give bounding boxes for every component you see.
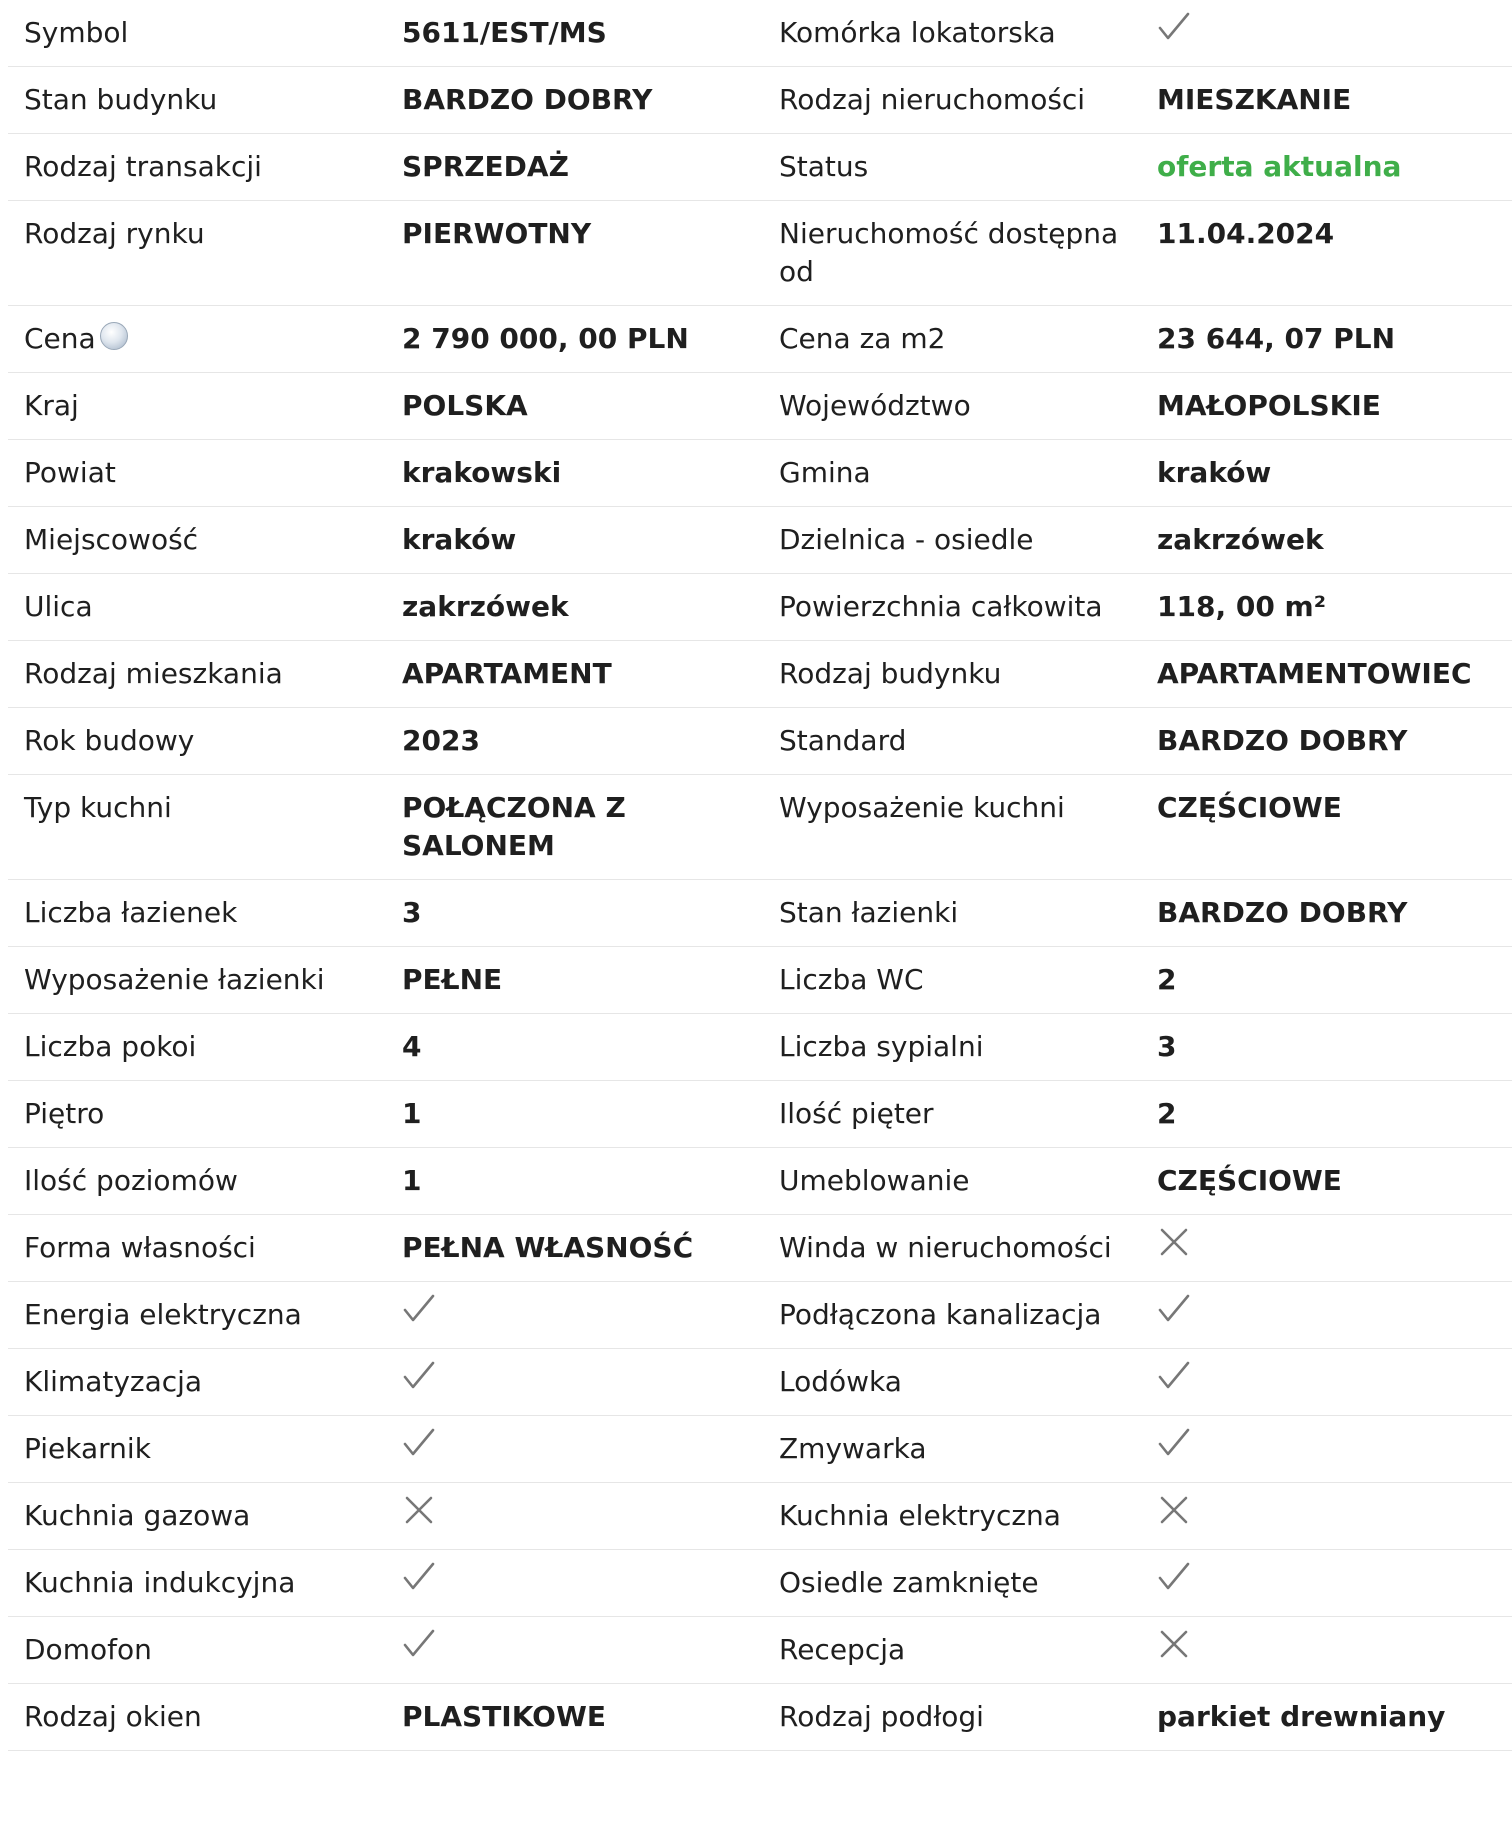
detail-label-text: Domofon bbox=[24, 1633, 152, 1666]
detail-value: APARTAMENT bbox=[386, 641, 763, 708]
detail-label-text: Status bbox=[779, 150, 869, 183]
detail-value: 2 bbox=[1141, 1081, 1512, 1148]
detail-label bbox=[8, 1014, 386, 1081]
detail-value: PEŁNA WŁASNOŚĆ bbox=[386, 1215, 763, 1282]
detail-pair-wyposazenie-lazienki bbox=[8, 947, 763, 1014]
detail-label-text: Ilość poziomów bbox=[24, 1164, 238, 1197]
detail-label bbox=[8, 947, 386, 1014]
detail-row bbox=[0, 1215, 1512, 1282]
detail-value: 5611/EST/MS bbox=[386, 0, 763, 67]
detail-label-text: Rodzaj rynku bbox=[24, 217, 205, 250]
detail-row bbox=[0, 1617, 1512, 1684]
detail-label-text: Kuchnia indukcyjna bbox=[24, 1566, 296, 1599]
detail-row bbox=[0, 1148, 1512, 1215]
detail-label-text: Powiat bbox=[24, 456, 116, 489]
cross-icon bbox=[1157, 1225, 1502, 1259]
detail-label-text: Energia elektryczna bbox=[24, 1298, 302, 1331]
detail-row bbox=[0, 1684, 1512, 1751]
detail-pair-kuchnia-gazowa bbox=[8, 1483, 763, 1550]
detail-row bbox=[0, 507, 1512, 574]
detail-label-text: Klimatyzacja bbox=[24, 1365, 203, 1398]
detail-label-text: Rodzaj budynku bbox=[779, 657, 1002, 690]
detail-pair-powierzchnia-calkowita bbox=[763, 574, 1512, 641]
detail-pair-liczba-wc bbox=[763, 947, 1512, 1014]
detail-label-text: Kraj bbox=[24, 389, 79, 422]
detail-pair-recepcja bbox=[763, 1617, 1512, 1684]
detail-value: 2 bbox=[1141, 947, 1512, 1014]
detail-label bbox=[8, 574, 386, 641]
detail-label bbox=[763, 201, 1141, 306]
detail-row bbox=[0, 373, 1512, 440]
detail-label-text: Podłączona kanalizacja bbox=[779, 1298, 1102, 1331]
check-icon bbox=[402, 1359, 747, 1393]
detail-label-text: Rok budowy bbox=[24, 724, 195, 757]
detail-label-text: Dzielnica - osiedle bbox=[779, 523, 1034, 556]
detail-value-icon bbox=[1141, 1215, 1512, 1282]
detail-pair-ulica bbox=[8, 574, 763, 641]
detail-label bbox=[763, 507, 1141, 574]
detail-label-text: Symbol bbox=[24, 16, 129, 49]
detail-label bbox=[763, 0, 1141, 67]
detail-pair-liczba-lazienek bbox=[8, 880, 763, 947]
detail-row bbox=[0, 67, 1512, 134]
detail-label bbox=[763, 440, 1141, 507]
detail-label bbox=[8, 1282, 386, 1349]
detail-label bbox=[8, 373, 386, 440]
detail-label bbox=[763, 1617, 1141, 1684]
detail-value: SPRZEDAŻ bbox=[386, 134, 763, 201]
detail-value-icon bbox=[1141, 1349, 1512, 1416]
detail-label bbox=[8, 1349, 386, 1416]
detail-label bbox=[8, 1483, 386, 1550]
detail-row bbox=[0, 1282, 1512, 1349]
detail-row bbox=[0, 880, 1512, 947]
detail-value-icon bbox=[386, 1282, 763, 1349]
detail-pair-forma-wlasnosci bbox=[8, 1215, 763, 1282]
detail-value: CZĘŚCIOWE bbox=[1141, 1148, 1512, 1215]
detail-label-text: Osiedle zamknięte bbox=[779, 1566, 1039, 1599]
detail-pair-cena bbox=[8, 306, 763, 373]
detail-pair-piekarnik bbox=[8, 1416, 763, 1483]
detail-label bbox=[763, 775, 1141, 880]
detail-label bbox=[763, 1014, 1141, 1081]
detail-value: 3 bbox=[1141, 1014, 1512, 1081]
detail-pair-wyposazenie-kuchni bbox=[763, 775, 1512, 880]
check-icon bbox=[402, 1292, 747, 1326]
detail-label bbox=[8, 67, 386, 134]
check-icon bbox=[402, 1426, 747, 1460]
cross-icon bbox=[402, 1493, 747, 1527]
detail-label bbox=[763, 1684, 1141, 1751]
detail-row bbox=[0, 0, 1512, 67]
detail-pair-rodzaj-mieszkania bbox=[8, 641, 763, 708]
detail-row bbox=[0, 1349, 1512, 1416]
detail-value: PIERWOTNY bbox=[386, 201, 763, 306]
detail-label-text: Liczba WC bbox=[779, 963, 924, 996]
detail-value: 11.04.2024 bbox=[1141, 201, 1512, 306]
detail-label-text: Miejscowość bbox=[24, 523, 199, 556]
detail-value: 1 bbox=[386, 1148, 763, 1215]
detail-label-text: Ilość pięter bbox=[779, 1097, 934, 1130]
detail-pair-rodzaj-nieruchomosci bbox=[763, 67, 1512, 134]
detail-label bbox=[8, 134, 386, 201]
check-icon bbox=[402, 1627, 747, 1661]
detail-value: BARDZO DOBRY bbox=[1141, 708, 1512, 775]
detail-value-icon bbox=[386, 1349, 763, 1416]
detail-label bbox=[8, 306, 386, 373]
detail-value: krakowski bbox=[386, 440, 763, 507]
detail-label-text: Typ kuchni bbox=[24, 791, 172, 824]
detail-value: MIESZKANIE bbox=[1141, 67, 1512, 134]
detail-label-text: Zmywarka bbox=[779, 1432, 927, 1465]
detail-pair-ilosc-pieter bbox=[763, 1081, 1512, 1148]
detail-row bbox=[0, 1081, 1512, 1148]
detail-label bbox=[763, 574, 1141, 641]
detail-value-icon bbox=[1141, 1617, 1512, 1684]
detail-pair-rodzaj-transakcji bbox=[8, 134, 763, 201]
detail-row bbox=[0, 708, 1512, 775]
detail-pair-ilosc-poziomow bbox=[8, 1148, 763, 1215]
detail-label-text: Cena bbox=[24, 322, 96, 355]
detail-pair-podlaczona-kanalizacja bbox=[763, 1282, 1512, 1349]
detail-label bbox=[763, 1215, 1141, 1282]
check-icon bbox=[1157, 10, 1502, 44]
detail-label bbox=[8, 507, 386, 574]
detail-label bbox=[8, 1684, 386, 1751]
detail-pair-liczba-sypialni bbox=[763, 1014, 1512, 1081]
detail-pair-cena-za-m2 bbox=[763, 306, 1512, 373]
detail-label-text: Komórka lokatorska bbox=[779, 16, 1056, 49]
detail-value: CZĘŚCIOWE bbox=[1141, 775, 1512, 880]
detail-value: oferta aktualna bbox=[1141, 134, 1512, 201]
detail-label-text: Gmina bbox=[779, 456, 871, 489]
detail-label bbox=[8, 1416, 386, 1483]
detail-pair-lodowka bbox=[763, 1349, 1512, 1416]
detail-label bbox=[763, 708, 1141, 775]
detail-label-text: Liczba pokoi bbox=[24, 1030, 197, 1063]
detail-row bbox=[0, 1014, 1512, 1081]
detail-label-text: Wyposażenie łazienki bbox=[24, 963, 325, 996]
detail-label bbox=[763, 1416, 1141, 1483]
detail-label-text: Recepcja bbox=[779, 1633, 906, 1666]
detail-value: 1 bbox=[386, 1081, 763, 1148]
detail-label-text: Piekarnik bbox=[24, 1432, 151, 1465]
detail-value: 3 bbox=[386, 880, 763, 947]
detail-label bbox=[8, 1081, 386, 1148]
detail-label bbox=[8, 1550, 386, 1617]
detail-pair-winda-w-nieruchomosci bbox=[763, 1215, 1512, 1282]
detail-pair-kraj bbox=[8, 373, 763, 440]
detail-label-text: Liczba łazienek bbox=[24, 896, 238, 929]
detail-pair-energia-elektryczna bbox=[8, 1282, 763, 1349]
detail-pair-rodzaj-rynku bbox=[8, 201, 763, 306]
detail-label bbox=[763, 1282, 1141, 1349]
detail-label-text: Piętro bbox=[24, 1097, 105, 1130]
detail-row bbox=[0, 775, 1512, 880]
check-icon bbox=[402, 1560, 747, 1594]
detail-value-icon bbox=[1141, 1416, 1512, 1483]
detail-pair-zmywarka bbox=[763, 1416, 1512, 1483]
detail-label-text: Nieruchomość dostępna od bbox=[779, 217, 1119, 288]
detail-value-icon bbox=[386, 1416, 763, 1483]
detail-pair-domofon bbox=[8, 1617, 763, 1684]
detail-label-text: Lodówka bbox=[779, 1365, 902, 1398]
detail-label bbox=[763, 1148, 1141, 1215]
detail-pair-powiat bbox=[8, 440, 763, 507]
detail-value: kraków bbox=[386, 507, 763, 574]
detail-label bbox=[8, 641, 386, 708]
detail-label-text: Powierzchnia całkowita bbox=[779, 590, 1103, 623]
detail-pair-rodzaj-podlogi bbox=[763, 1684, 1512, 1751]
detail-label-text: Kuchnia elektryczna bbox=[779, 1499, 1061, 1532]
detail-value-icon bbox=[1141, 0, 1512, 67]
detail-pair-wojewodztwo bbox=[763, 373, 1512, 440]
cross-icon bbox=[1157, 1493, 1502, 1527]
detail-pair-typ-kuchni bbox=[8, 775, 763, 880]
detail-value-icon bbox=[1141, 1282, 1512, 1349]
detail-row bbox=[0, 306, 1512, 373]
detail-pair-stan-lazienki bbox=[763, 880, 1512, 947]
check-icon bbox=[1157, 1560, 1502, 1594]
detail-value-icon bbox=[1141, 1483, 1512, 1550]
detail-pair-status bbox=[763, 134, 1512, 201]
detail-pair-standard bbox=[763, 708, 1512, 775]
detail-pair-rok-budowy bbox=[8, 708, 763, 775]
detail-value: 23 644, 07 PLN bbox=[1141, 306, 1512, 373]
detail-label bbox=[763, 306, 1141, 373]
detail-label bbox=[8, 1215, 386, 1282]
detail-value-icon bbox=[1141, 1550, 1512, 1617]
detail-label bbox=[763, 1483, 1141, 1550]
detail-value-icon bbox=[386, 1617, 763, 1684]
detail-label bbox=[8, 0, 386, 67]
detail-pair-kuchnia-indukcyjna bbox=[8, 1550, 763, 1617]
detail-pair-klimatyzacja bbox=[8, 1349, 763, 1416]
detail-label-text: Winda w nieruchomości bbox=[779, 1231, 1112, 1264]
detail-pair-nieruchomosc-dostepna-od bbox=[763, 201, 1512, 306]
detail-row bbox=[0, 134, 1512, 201]
detail-pair-miejscowosc bbox=[8, 507, 763, 574]
detail-row bbox=[0, 1483, 1512, 1550]
detail-pair-liczba-pokoi bbox=[8, 1014, 763, 1081]
detail-pair-pietro bbox=[8, 1081, 763, 1148]
detail-label bbox=[8, 201, 386, 306]
detail-value: PLASTIKOWE bbox=[386, 1684, 763, 1751]
detail-pair-kuchnia-elektryczna bbox=[763, 1483, 1512, 1550]
detail-value: MAŁOPOLSKIE bbox=[1141, 373, 1512, 440]
detail-value: BARDZO DOBRY bbox=[1141, 880, 1512, 947]
detail-label-text: Ulica bbox=[24, 590, 93, 623]
detail-label bbox=[763, 1349, 1141, 1416]
detail-row bbox=[0, 1416, 1512, 1483]
detail-label-text: Standard bbox=[779, 724, 907, 757]
detail-value: zakrzówek bbox=[386, 574, 763, 641]
detail-label bbox=[763, 947, 1141, 1014]
detail-value: zakrzówek bbox=[1141, 507, 1512, 574]
detail-label-text: Umeblowanie bbox=[779, 1164, 970, 1197]
detail-label-text: Wyposażenie kuchni bbox=[779, 791, 1065, 824]
detail-value: kraków bbox=[1141, 440, 1512, 507]
cross-icon bbox=[1157, 1627, 1502, 1661]
detail-label-text: Cena za m2 bbox=[779, 322, 946, 355]
detail-value: APARTAMENTOWIEC bbox=[1141, 641, 1512, 708]
detail-value: 118, 00 m² bbox=[1141, 574, 1512, 641]
detail-label bbox=[8, 1148, 386, 1215]
detail-label-text: Rodzaj podłogi bbox=[779, 1700, 984, 1733]
detail-value: PEŁNE bbox=[386, 947, 763, 1014]
detail-label bbox=[763, 134, 1141, 201]
detail-value: 2 790 000, 00 PLN bbox=[386, 306, 763, 373]
detail-pair-symbol bbox=[8, 0, 763, 67]
detail-pair-komorka-lokatorska bbox=[763, 0, 1512, 67]
detail-pair-stan-budynku bbox=[8, 67, 763, 134]
detail-label-text: Rodzaj nieruchomości bbox=[779, 83, 1086, 116]
detail-pair-umeblowanie bbox=[763, 1148, 1512, 1215]
detail-row bbox=[0, 440, 1512, 507]
detail-row bbox=[0, 947, 1512, 1014]
detail-label bbox=[763, 641, 1141, 708]
detail-label-text: Rodzaj mieszkania bbox=[24, 657, 283, 690]
detail-label-text: Rodzaj okien bbox=[24, 1700, 202, 1733]
detail-label-text: Forma własności bbox=[24, 1231, 256, 1264]
detail-label bbox=[8, 440, 386, 507]
detail-label bbox=[763, 67, 1141, 134]
detail-label bbox=[8, 880, 386, 947]
detail-label bbox=[8, 775, 386, 880]
detail-label-text: Województwo bbox=[779, 389, 971, 422]
detail-label bbox=[763, 1550, 1141, 1617]
detail-value: 4 bbox=[386, 1014, 763, 1081]
detail-label-text: Liczba sypialni bbox=[779, 1030, 984, 1063]
detail-pair-osiedle-zamkniete bbox=[763, 1550, 1512, 1617]
detail-label-text: Rodzaj transakcji bbox=[24, 150, 262, 183]
detail-value: POŁĄCZONA Z SALONEM bbox=[386, 775, 763, 880]
info-icon[interactable] bbox=[100, 322, 128, 350]
detail-value-icon bbox=[386, 1483, 763, 1550]
check-icon bbox=[1157, 1292, 1502, 1326]
detail-label bbox=[763, 880, 1141, 947]
detail-value: BARDZO DOBRY bbox=[386, 67, 763, 134]
detail-row bbox=[0, 1550, 1512, 1617]
detail-row bbox=[0, 201, 1512, 306]
check-icon bbox=[1157, 1426, 1502, 1460]
detail-label bbox=[763, 1081, 1141, 1148]
detail-pair-rodzaj-budynku bbox=[763, 641, 1512, 708]
detail-label-text: Stan łazienki bbox=[779, 896, 959, 929]
detail-pair-rodzaj-okien bbox=[8, 1684, 763, 1751]
detail-label-text: Kuchnia gazowa bbox=[24, 1499, 251, 1532]
detail-value: parkiet drewniany bbox=[1141, 1684, 1512, 1751]
detail-pair-dzielnica-osiedle bbox=[763, 507, 1512, 574]
detail-value: 2023 bbox=[386, 708, 763, 775]
detail-pair-gmina bbox=[763, 440, 1512, 507]
detail-label bbox=[763, 373, 1141, 440]
detail-value: POLSKA bbox=[386, 373, 763, 440]
detail-value-icon bbox=[386, 1550, 763, 1617]
detail-row bbox=[0, 641, 1512, 708]
detail-label-text: Stan budynku bbox=[24, 83, 218, 116]
detail-row bbox=[0, 574, 1512, 641]
detail-label bbox=[8, 1617, 386, 1684]
detail-label bbox=[8, 708, 386, 775]
check-icon bbox=[1157, 1359, 1502, 1393]
